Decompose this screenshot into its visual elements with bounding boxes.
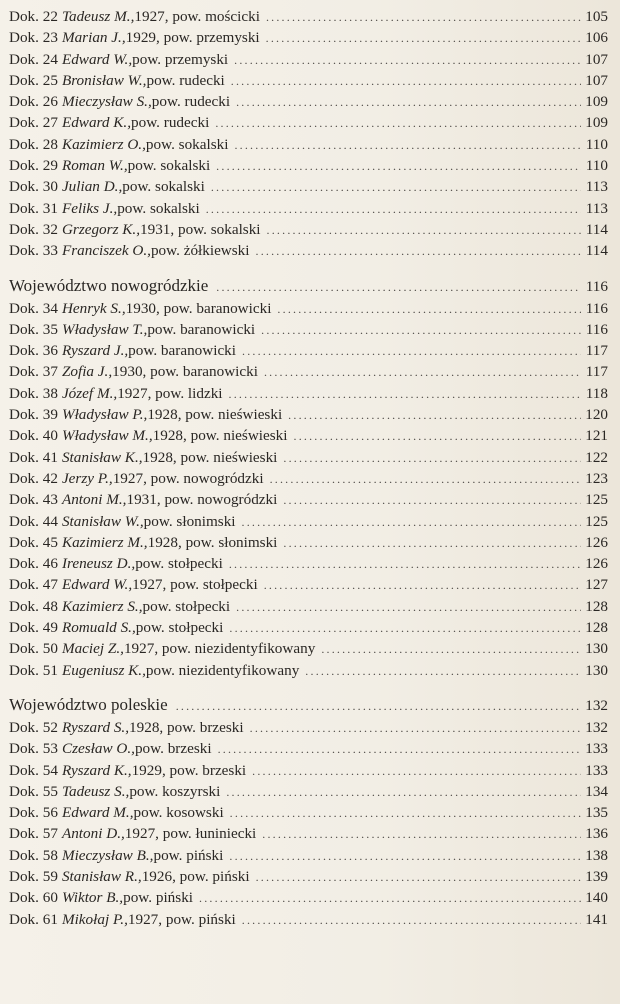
toc-entry — [9, 340, 608, 361]
entry-details: 1928, pow. słonimski — [147, 533, 278, 551]
toc-entry — [9, 532, 608, 553]
dot-leader — [252, 761, 581, 782]
document-number: Dok. 29 — [9, 157, 58, 175]
author-name: Romuald S., — [61, 619, 136, 637]
entry-details: pow. koszyrski — [129, 782, 221, 800]
document-number: Dok. 51 — [9, 661, 58, 679]
page-number: 128 — [585, 597, 608, 615]
dot-leader — [242, 910, 581, 931]
document-number: Dok. 38 — [9, 384, 58, 402]
dot-leader — [256, 241, 582, 262]
dot-leader — [261, 320, 581, 341]
document-number: Dok. 39 — [9, 406, 58, 424]
author-name: Maciej Z., — [61, 640, 124, 658]
author-name: Edward M., — [61, 804, 134, 822]
dot-leader — [242, 512, 581, 533]
dot-leader — [264, 362, 581, 383]
section-page-number: 132 — [585, 696, 608, 714]
document-number: Dok. 28 — [9, 135, 58, 153]
toc-entry — [9, 112, 608, 133]
entry-details: 1929, pow. przemyski — [125, 29, 260, 47]
page-number: 113 — [585, 178, 608, 196]
author-name: Edward W., — [61, 576, 133, 594]
page-number: 118 — [585, 384, 608, 402]
entry-details: 1927, pow. nowogródzki — [112, 469, 264, 487]
page-number: 130 — [585, 661, 608, 679]
toc-entry — [9, 781, 608, 802]
entry-details: pow. piński — [153, 846, 224, 864]
dot-leader — [277, 299, 581, 320]
author-name: Mieczysław S., — [61, 93, 152, 111]
entry-details: pow. sokalski — [117, 199, 200, 217]
entry-details: pow. niezidentyfikowany — [145, 661, 300, 679]
toc-entry — [9, 553, 608, 574]
page-number: 125 — [585, 491, 608, 509]
toc-entry — [9, 134, 608, 155]
document-number: Dok. 33 — [9, 242, 58, 260]
entry-details: pow. kosowski — [133, 804, 224, 822]
entry-details: pow. stołpecki — [135, 555, 223, 573]
toc-entry — [9, 802, 608, 823]
entry-details: pow. rudecki — [146, 71, 225, 89]
dot-leader — [270, 469, 581, 490]
entry-details: 1930, pow. baranowicki — [112, 363, 258, 381]
toc-entry — [9, 49, 608, 70]
document-number: Dok. 37 — [9, 363, 58, 381]
dot-leader — [206, 199, 581, 220]
section-heading — [9, 693, 608, 717]
dot-leader — [229, 618, 581, 639]
document-number: Dok. 61 — [9, 910, 58, 928]
toc-entry — [9, 240, 608, 261]
entry-details: pow. brzeski — [134, 740, 212, 758]
entry-details: 1928, pow. brzeski — [129, 718, 244, 736]
document-number: Dok. 52 — [9, 718, 58, 736]
dot-leader — [242, 341, 581, 362]
document-number: Dok. 30 — [9, 178, 58, 196]
toc-entry — [9, 425, 608, 446]
page-number: 133 — [585, 761, 608, 779]
document-number: Dok. 26 — [9, 93, 58, 111]
document-number: Dok. 23 — [9, 29, 58, 47]
author-name: Władysław T., — [61, 320, 148, 338]
dot-leader — [305, 661, 581, 682]
document-number: Dok. 22 — [9, 8, 58, 25]
author-name: Tadeusz S., — [61, 782, 130, 800]
page-number: 123 — [585, 469, 608, 487]
page-number: 117 — [585, 342, 608, 360]
author-name: Ryszard S., — [61, 718, 130, 736]
entry-details: 1927, pow. mościcki — [134, 8, 260, 25]
dot-leader — [236, 597, 581, 618]
document-number: Dok. 60 — [9, 889, 58, 907]
page-number: 126 — [585, 533, 608, 551]
author-name: Ireneusz D., — [61, 555, 136, 573]
author-name: Ryszard K., — [61, 761, 132, 779]
dot-leader — [199, 888, 581, 909]
page-number: 134 — [585, 782, 608, 800]
entry-details: 1929, pow. brzeski — [131, 761, 247, 779]
dot-leader — [229, 554, 581, 575]
author-name: Marian J., — [61, 29, 126, 47]
author-name: Grzegorz K., — [61, 220, 140, 238]
author-name: Julian D., — [61, 178, 123, 196]
entry-details: pow. słonimski — [143, 512, 236, 530]
page-number: 126 — [585, 555, 608, 573]
toc-entry — [9, 823, 608, 844]
dot-leader — [230, 803, 581, 824]
author-name: Kazimierz M., — [61, 533, 148, 551]
entry-details: 1926, pow. piński — [141, 867, 250, 885]
page-number: 121 — [585, 427, 608, 445]
section-heading — [9, 274, 608, 298]
document-number: Dok. 43 — [9, 491, 58, 509]
author-name: Franciszek O., — [61, 242, 151, 260]
document-number: Dok. 41 — [9, 448, 58, 466]
page-number: 114 — [585, 220, 608, 238]
toc-entry — [9, 361, 608, 382]
toc-entry — [9, 319, 608, 340]
document-number: Dok. 34 — [9, 299, 58, 317]
dot-leader — [250, 718, 581, 739]
toc-entry — [9, 91, 608, 112]
dot-leader — [283, 448, 581, 469]
page-number: 122 — [585, 448, 608, 466]
entry-details: 1928, pow. nieświeski — [147, 406, 283, 424]
dot-leader — [229, 384, 581, 405]
author-name: Józef M., — [61, 384, 118, 402]
page-number: 113 — [585, 199, 608, 217]
page-number: 138 — [585, 846, 608, 864]
author-name: Tadeusz M., — [61, 8, 135, 25]
toc-entry — [9, 887, 608, 908]
page-number: 110 — [585, 157, 608, 175]
entry-details: 1928, pow. nieświeski — [142, 448, 278, 466]
dot-leader — [231, 71, 581, 92]
document-number: Dok. 32 — [9, 220, 58, 238]
entry-details: pow. żółkiewski — [150, 242, 250, 260]
author-name: Bronisław W., — [61, 71, 147, 89]
page-number: 116 — [585, 299, 608, 317]
document-number: Dok. 31 — [9, 199, 58, 217]
document-number: Dok. 54 — [9, 761, 58, 779]
entry-details: pow. stołpecki — [135, 619, 224, 637]
toc-entry — [9, 70, 608, 91]
toc-entry — [9, 447, 608, 468]
entry-details: pow. baranowicki — [128, 342, 236, 360]
section-title: Województwo poleskie — [9, 694, 168, 714]
dot-leader — [229, 846, 581, 867]
document-number: Dok. 45 — [9, 533, 58, 551]
page-number: 133 — [585, 740, 608, 758]
page-number: 125 — [585, 512, 608, 530]
author-name: Wiktor B., — [61, 889, 124, 907]
toc-entry — [9, 738, 608, 759]
author-name: Roman W., — [61, 157, 128, 175]
entry-details: pow. sokalski — [122, 178, 205, 196]
entry-details: 1928, pow. nieświeski — [152, 427, 288, 445]
author-name: Eugeniusz K., — [61, 661, 146, 679]
author-name: Edward W., — [61, 50, 133, 68]
page-number: 110 — [585, 135, 608, 153]
document-number: Dok. 47 — [9, 576, 58, 594]
author-name: Stanisław K., — [61, 448, 143, 466]
document-number: Dok. 48 — [9, 597, 58, 615]
document-number: Dok. 40 — [9, 427, 58, 445]
document-number: Dok. 36 — [9, 342, 58, 360]
page-number: 139 — [585, 867, 608, 885]
author-name: Kazimierz O., — [61, 135, 146, 153]
toc-entry — [9, 404, 608, 425]
dot-leader — [283, 490, 581, 511]
page-number: 106 — [585, 29, 608, 47]
table-of-contents — [9, 6, 608, 930]
document-number: Dok. 56 — [9, 804, 58, 822]
dot-leader — [234, 135, 581, 156]
page-number: 140 — [585, 889, 608, 907]
section-page-number: 116 — [585, 277, 608, 295]
dot-leader — [321, 639, 581, 660]
entry-details: 1927, pow. lidzki — [117, 384, 223, 402]
toc-entry — [9, 596, 608, 617]
dot-leader — [266, 7, 581, 28]
dot-leader — [236, 92, 581, 113]
page-number: 120 — [585, 406, 608, 424]
dot-leader — [262, 824, 581, 845]
author-name: Stanisław R., — [61, 867, 142, 885]
toc-entry — [9, 760, 608, 781]
document-number: Dok. 42 — [9, 469, 58, 487]
author-name: Antoni D., — [61, 825, 125, 843]
author-name: Edward K., — [61, 114, 131, 132]
toc-entry — [9, 617, 608, 638]
entry-details: 1927, pow. łuniniecki — [124, 825, 257, 843]
author-name: Mikołaj P., — [61, 910, 128, 928]
author-name: Władysław P., — [61, 406, 148, 424]
entry-details: pow. przemyski — [132, 50, 229, 68]
toc-entry — [9, 155, 608, 176]
document-number: Dok. 59 — [9, 867, 58, 885]
toc-entry — [9, 845, 608, 866]
page-number: 105 — [585, 8, 608, 25]
entry-details: 1931, pow. nowogródzki — [126, 491, 278, 509]
toc-entry — [9, 27, 608, 48]
author-name: Czesław O., — [61, 740, 135, 758]
document-number: Dok. 27 — [9, 114, 58, 132]
dot-leader — [218, 739, 581, 760]
page-number: 136 — [585, 825, 608, 843]
document-number: Dok. 55 — [9, 782, 58, 800]
toc-entry — [9, 468, 608, 489]
document-number: Dok. 57 — [9, 825, 58, 843]
entry-details: pow. sokalski — [145, 135, 229, 153]
author-name: Stanisław W., — [61, 512, 144, 530]
author-name: Zofia J., — [61, 363, 113, 381]
entry-details: 1930, pow. baranowicki — [125, 299, 272, 317]
author-name: Kazimierz S., — [61, 597, 143, 615]
dot-leader — [211, 177, 581, 198]
document-number: Dok. 50 — [9, 640, 58, 658]
dot-leader — [256, 867, 581, 888]
page-number: 135 — [585, 804, 608, 822]
author-name: Władysław M., — [61, 427, 153, 445]
dot-leader — [283, 533, 581, 554]
page-number: 130 — [585, 640, 608, 658]
toc-entry — [9, 909, 608, 930]
toc-entry — [9, 298, 608, 319]
document-number: Dok. 24 — [9, 50, 58, 68]
document-number: Dok. 35 — [9, 320, 58, 338]
dot-leader — [216, 156, 581, 177]
document-number: Dok. 49 — [9, 619, 58, 637]
author-name: Antoni M., — [61, 491, 127, 509]
dot-leader — [176, 694, 581, 718]
toc-entry — [9, 489, 608, 510]
page-number: 109 — [585, 93, 608, 111]
dot-leader — [266, 28, 581, 49]
dot-leader — [267, 220, 581, 241]
toc-entry — [9, 383, 608, 404]
document-number: Dok. 25 — [9, 71, 58, 89]
toc-entry — [9, 198, 608, 219]
entry-details: pow. sokalski — [127, 157, 211, 175]
dot-leader — [234, 50, 581, 71]
toc-entry — [9, 219, 608, 240]
page-number: 114 — [585, 242, 608, 260]
page-number: 128 — [585, 619, 608, 637]
entry-details: 1931, pow. sokalski — [140, 220, 261, 238]
entry-details: pow. rudecki — [131, 114, 210, 132]
toc-entry — [9, 6, 608, 27]
entry-details: pow. rudecki — [151, 93, 231, 111]
page-number: 127 — [585, 576, 608, 594]
author-name: Feliks J., — [61, 199, 118, 217]
entry-details: 1927, pow. stołpecki — [132, 576, 258, 594]
dot-leader — [264, 575, 581, 596]
page-number: 107 — [585, 50, 608, 68]
entry-details: pow. stołpecki — [142, 597, 231, 615]
author-name: Henryk S., — [61, 299, 126, 317]
author-name: Ryszard J., — [61, 342, 129, 360]
page-number: 109 — [585, 114, 608, 132]
document-number: Dok. 46 — [9, 555, 58, 573]
entry-details: 1927, pow. piński — [127, 910, 236, 928]
author-name: Jerzy P., — [61, 469, 113, 487]
entry-details: pow. baranowicki — [147, 320, 256, 338]
section-title: Województwo nowogródzkie — [9, 275, 209, 295]
dot-leader — [215, 113, 581, 134]
dot-leader — [226, 782, 581, 803]
dot-leader — [288, 405, 581, 426]
document-number: Dok. 58 — [9, 846, 58, 864]
author-name: Mieczysław B., — [61, 846, 154, 864]
page-number: 116 — [585, 320, 608, 338]
dot-leader — [294, 426, 582, 447]
toc-entry — [9, 511, 608, 532]
document-number: Dok. 44 — [9, 512, 58, 530]
page-number: 117 — [585, 363, 608, 381]
toc-entry — [9, 660, 608, 681]
toc-entry — [9, 176, 608, 197]
toc-entry — [9, 638, 608, 659]
page-number: 132 — [585, 718, 608, 736]
toc-entry — [9, 717, 608, 738]
dot-leader — [216, 275, 581, 299]
entry-details: 1927, pow. niezidentyfikowany — [123, 640, 316, 658]
page-number: 141 — [585, 910, 608, 928]
document-number: Dok. 53 — [9, 740, 58, 758]
toc-entry — [9, 574, 608, 595]
toc-entry — [9, 866, 608, 887]
entry-details: pow. piński — [123, 889, 194, 907]
page-number: 107 — [585, 71, 608, 89]
